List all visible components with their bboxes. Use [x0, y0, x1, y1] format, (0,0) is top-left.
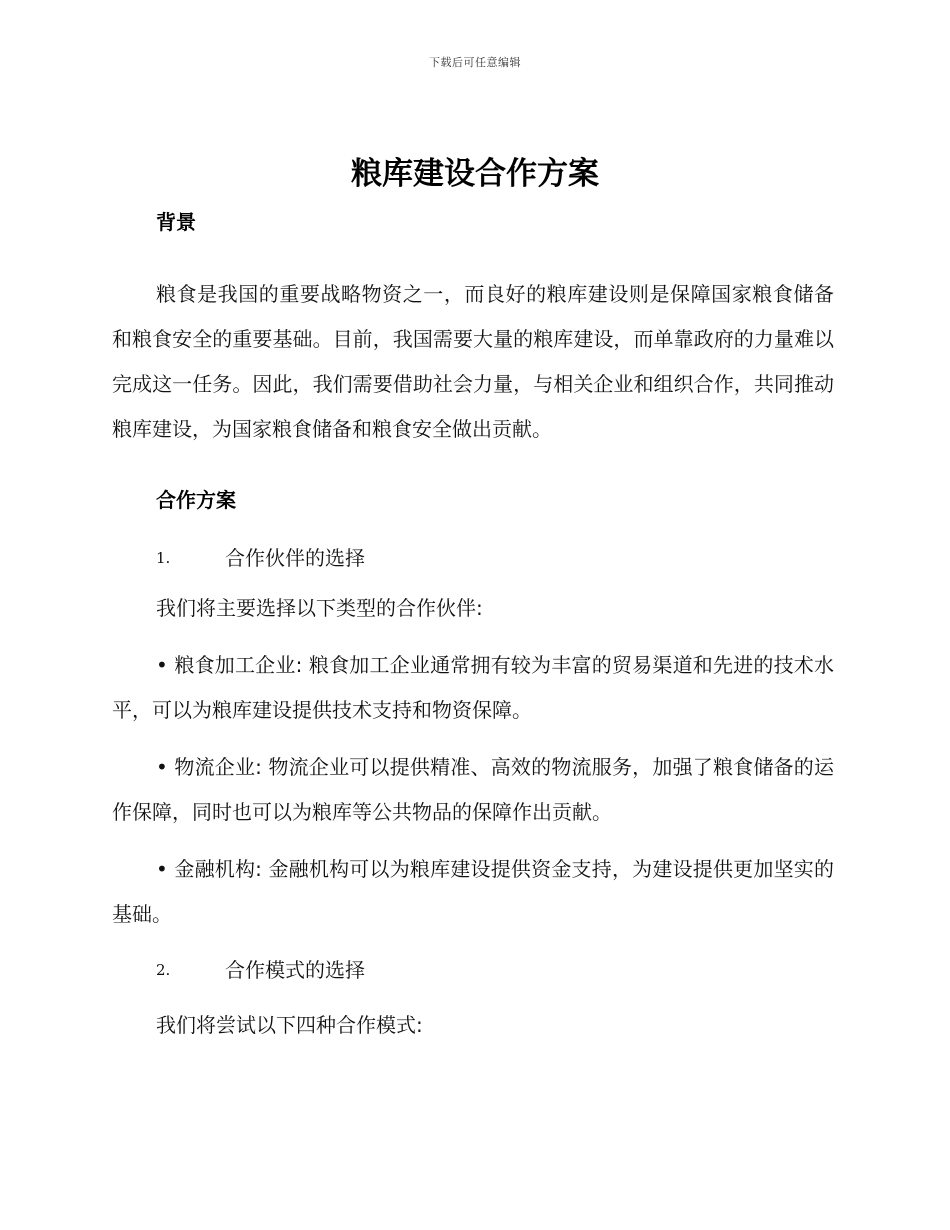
section-1-title: 合作伙伴的选择 — [225, 546, 365, 570]
section-2-title: 合作模式的选择 — [225, 958, 365, 982]
section-1-intro: 我们将主要选择以下类型的合作伙伴: — [156, 596, 483, 620]
section-2-intro: 我们将尝试以下四种合作模式: — [156, 1013, 423, 1037]
page-header-note: 下载后可任意编辑 — [429, 56, 521, 69]
bullet-grain-processing: • 粮食加工企业: 粮食加工企业通常拥有较为丰富的贸易渠道和先进的技术水平，可以为粮库建设提供技术支持和物资保障。 — [112, 653, 834, 722]
bullet-financial: • 金融机构: 金融机构可以为粮库建设提供资金支持，为建设提供更加坚实的基础。 — [112, 857, 834, 926]
section-2-heading — [112, 954, 834, 986]
section-1-number: 1. — [156, 549, 171, 567]
background-paragraph: 粮食是我国的重要战略物资之一，而良好的粮库建设则是保障国家粮食储备和粮食安全的重要基础。目前，我国需要大量的粮库建设，而单靠政府的力量难以完成这一任务。因此，我们需要借助社会力量，与相关企业和组织合作，共同推动粮库建设，为国家粮食储备和粮食安全做出贡献。 — [112, 282, 834, 441]
plan-heading: 合作方案 — [156, 488, 236, 512]
section-1-heading — [112, 542, 834, 574]
document-body — [112, 206, 834, 1048]
document-title: 粮库建设合作方案 — [351, 156, 599, 192]
bullet-logistics: • 物流企业: 物流企业可以提供精准、高效的物流服务，加强了粮食储备的运作保障，同时也可以为粮库等公共物品的保障作出贡献。 — [112, 755, 834, 824]
background-heading: 背景 — [156, 210, 196, 234]
section-2-number: 2. — [156, 961, 171, 979]
